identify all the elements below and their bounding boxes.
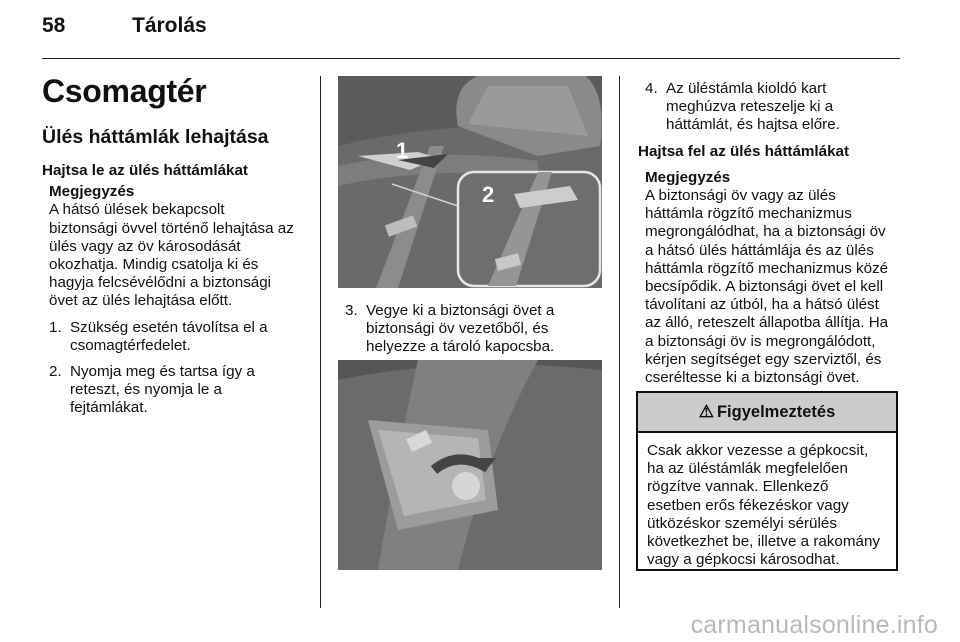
- warning-header: [638, 393, 896, 433]
- step-item: [42, 319, 312, 355]
- subhead-fold-up: Hajtsa fel az ülés háttámlákat: [638, 142, 850, 160]
- header-rule: [42, 58, 900, 59]
- note-line: becsípődik. A biztonsági övet el kell: [645, 278, 884, 296]
- step-item: [42, 363, 312, 418]
- note-line: távolítani az útból, ha a hátsó ülést: [645, 296, 879, 314]
- step-number: 2.: [49, 363, 62, 381]
- step-line: csomagtérfedelet.: [70, 336, 191, 354]
- warning-line: ha az üléstámlák megfelelően: [647, 460, 848, 478]
- warning-line: vagy a gépkocsi károsodhat.: [647, 551, 840, 569]
- step-line: fejtámlákat.: [70, 399, 148, 417]
- note-line: hagyja felcsévélődni a biztonsági: [49, 274, 272, 292]
- note-line: cseréltesse ki a biztonsági övet.: [645, 369, 860, 387]
- step-line: reteszt, és nyomja le a: [70, 381, 222, 399]
- column-divider-1: [320, 76, 321, 608]
- step-item: [338, 302, 608, 357]
- step-line: Nyomja meg és tartsa így a: [70, 363, 255, 381]
- figure-belt-clip: [338, 360, 602, 570]
- seatbelt-guide-illustration: [338, 76, 602, 288]
- note-line: megrongálódhat, ha a biztonsági öv: [645, 223, 886, 241]
- note-line: a biztonsági öv is megrongálódott,: [645, 332, 876, 350]
- note-line: az álló, reteszelt állapotba állítja. Ha: [645, 314, 889, 332]
- watermark: carmanualsonline.info: [690, 611, 938, 639]
- note-line: A biztonsági öv vagy az ülés: [645, 187, 836, 205]
- column-3: [638, 80, 900, 387]
- section-title: Tárolás: [132, 14, 207, 37]
- figure-seatbelt-guide: [338, 76, 602, 288]
- step-line: Az üléstámla kioldó kart: [666, 80, 827, 97]
- figure-label-2: 2: [482, 182, 495, 207]
- step-line: meghúzva reteszelje ki a: [666, 98, 834, 116]
- step-line: Szükség esetén távolítsa el a: [70, 318, 268, 336]
- step-number: 4.: [645, 80, 658, 97]
- belt-clip-illustration: [338, 360, 602, 570]
- column-2-step: [338, 302, 608, 365]
- subhead-fold-down: Hajtsa le az ülés háttámlákat: [42, 162, 248, 179]
- note-title: Megjegyzés: [49, 183, 135, 201]
- step-number: 3.: [345, 302, 358, 319]
- note-line: háttámla rögzítő mechanizmus: [645, 205, 852, 223]
- step-item: [638, 80, 900, 135]
- note-title: Megjegyzés: [645, 168, 731, 186]
- steps-list-2: [338, 302, 608, 357]
- step-number: 1.: [49, 318, 62, 336]
- figure-label-1: 1: [396, 138, 409, 163]
- page-number: 58: [42, 14, 66, 37]
- page-title: Csomagtér: [42, 73, 207, 109]
- warning-line: ütközéskor személyi sérülés: [647, 514, 837, 532]
- note-line: kérjen segítséget egy szerviztől, és: [645, 350, 882, 368]
- warning-triangle-icon: ⚠: [698, 402, 714, 421]
- step-line: Vegye ki a biztonsági övet a: [366, 302, 555, 319]
- step-line: helyezze a tároló kapocsba.: [366, 338, 555, 356]
- step-line: háttámlát, és hajtsa előre.: [666, 116, 840, 134]
- note-line: háttámla rögzítő mechanizmus közé: [645, 259, 889, 277]
- note-line: okozhatja. Mindig csatolja ki és: [49, 256, 259, 274]
- warning-body: [638, 433, 896, 578]
- warning-line: esetben erős fékezéskor vagy: [647, 496, 849, 514]
- column-1: [42, 72, 312, 426]
- warning-line: következhet be, illetve a rakomány: [647, 533, 880, 551]
- note-line: övet az ülés lehajtása előtt.: [49, 292, 233, 310]
- warning-title: Figyelmeztetés: [716, 402, 836, 421]
- section-subtitle: Ülés háttámlák lehajtása: [42, 126, 269, 148]
- note-line: A hátsó ülések bekapcsolt: [49, 201, 225, 219]
- note-block: [49, 183, 312, 310]
- steps-list: [42, 319, 312, 418]
- note-block-2: [645, 169, 900, 387]
- note-line: ülés vagy az öv károsodását: [49, 237, 241, 255]
- warning-box: [636, 391, 898, 571]
- note-line: biztonsági övvel történő lehajtása az: [49, 219, 294, 237]
- note-line: a hátsó ülés háttámlája és az ülés: [645, 241, 874, 259]
- warning-line: rögzítve vannak. Ellenkező: [647, 478, 829, 496]
- column-divider-2: [619, 76, 620, 608]
- warning-line: Csak akkor vezesse a gépkocsit,: [647, 442, 869, 459]
- step-line: biztonsági öv vezetőből, és: [366, 320, 549, 338]
- steps-list-3: [638, 80, 900, 135]
